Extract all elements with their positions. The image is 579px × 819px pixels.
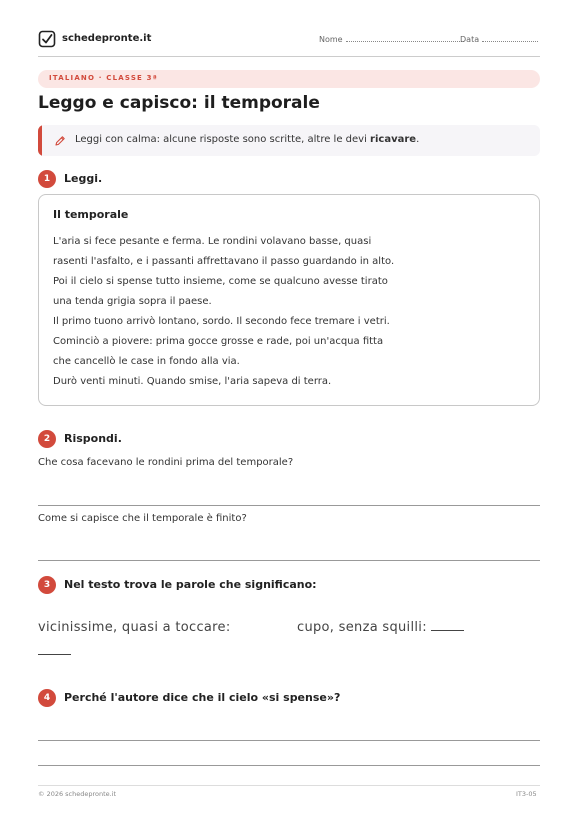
note-accent-bar: [38, 125, 42, 156]
instruction-note: [38, 125, 540, 156]
reading-line: rasenti l'asfalto, e i passanti affrettavano il passo guardando in alto.: [53, 256, 395, 267]
section-number-1: 1: [38, 170, 56, 188]
reading-line: Cominciò a piovere: prima gocce grosse e rade, poi un'acqua fitta: [53, 336, 384, 347]
definition-item: [38, 620, 231, 635]
section-title-3: Nel testo trova le parole che significano:: [64, 578, 317, 591]
reading-line: una tenda grigia sopra il paese.: [53, 296, 212, 307]
date-field[interactable]: [460, 35, 538, 44]
section-title-1: Leggi.: [64, 172, 103, 185]
note-text-bold: ricavare: [370, 134, 417, 145]
definition-text: vicinissime, quasi a toccare:: [38, 620, 231, 635]
subject-tag: [38, 70, 540, 88]
answer-blank[interactable]: [38, 654, 71, 655]
reading-line: L'aria si fece pesante e ferma. Le rondini volavano basse, quasi: [53, 236, 372, 247]
subject-tag-text: ITALIANO · CLASSE 3ª: [49, 74, 158, 82]
footer-code: IT3-05: [516, 790, 537, 798]
reading-title: Il temporale: [53, 208, 129, 221]
reading-line: che cancellò le case in fondo alla via.: [53, 356, 240, 367]
answer-blank[interactable]: [431, 630, 464, 631]
note-text: [75, 134, 419, 145]
definition-item: [297, 620, 464, 635]
pencil-icon: [54, 135, 66, 147]
checklist-icon: [38, 30, 56, 48]
section-number-2: 2: [38, 430, 56, 448]
answer-line[interactable]: [38, 765, 540, 766]
footer-copyright: © 2026 schedepronte.it: [38, 790, 117, 798]
page-title: Leggo e capisco: il temporale: [38, 93, 320, 113]
answer-line[interactable]: [38, 560, 540, 561]
brand-name: schedepronte.it: [62, 33, 152, 44]
section-title-2: Rispondi.: [64, 432, 122, 445]
reading-line: Il primo tuono arrivò lontano, sordo. Il secondo fece tremare i vetri.: [53, 316, 390, 327]
question-text: Che cosa facevano le rondini prima del temporale?: [38, 457, 294, 468]
name-field[interactable]: [319, 35, 464, 44]
section-title-4: Perché l'autore dice che il cielo «si spense»?: [64, 691, 341, 704]
definition-text: cupo, senza squilli:: [297, 620, 427, 635]
answer-line[interactable]: [38, 505, 540, 506]
date-label: Data: [460, 35, 480, 44]
note-text-start: Leggi con calma: alcune risposte sono scritte, altre le devi: [75, 134, 371, 145]
question-text: Come si capisce che il temporale è finito?: [38, 513, 247, 524]
section-number-4: 4: [38, 689, 56, 707]
note-text-end: .: [416, 134, 420, 145]
reading-line: Durò venti minuti. Quando smise, l'aria sapeva di terra.: [53, 376, 332, 387]
section-number-3: 3: [38, 576, 56, 594]
reading-line: Poi il cielo si spense tutto insieme, come se qualcuno avesse tirato: [53, 276, 388, 287]
header-divider: [38, 56, 540, 57]
answer-line[interactable]: [38, 740, 540, 741]
footer-divider: [38, 785, 540, 786]
name-label: Nome: [319, 35, 343, 44]
